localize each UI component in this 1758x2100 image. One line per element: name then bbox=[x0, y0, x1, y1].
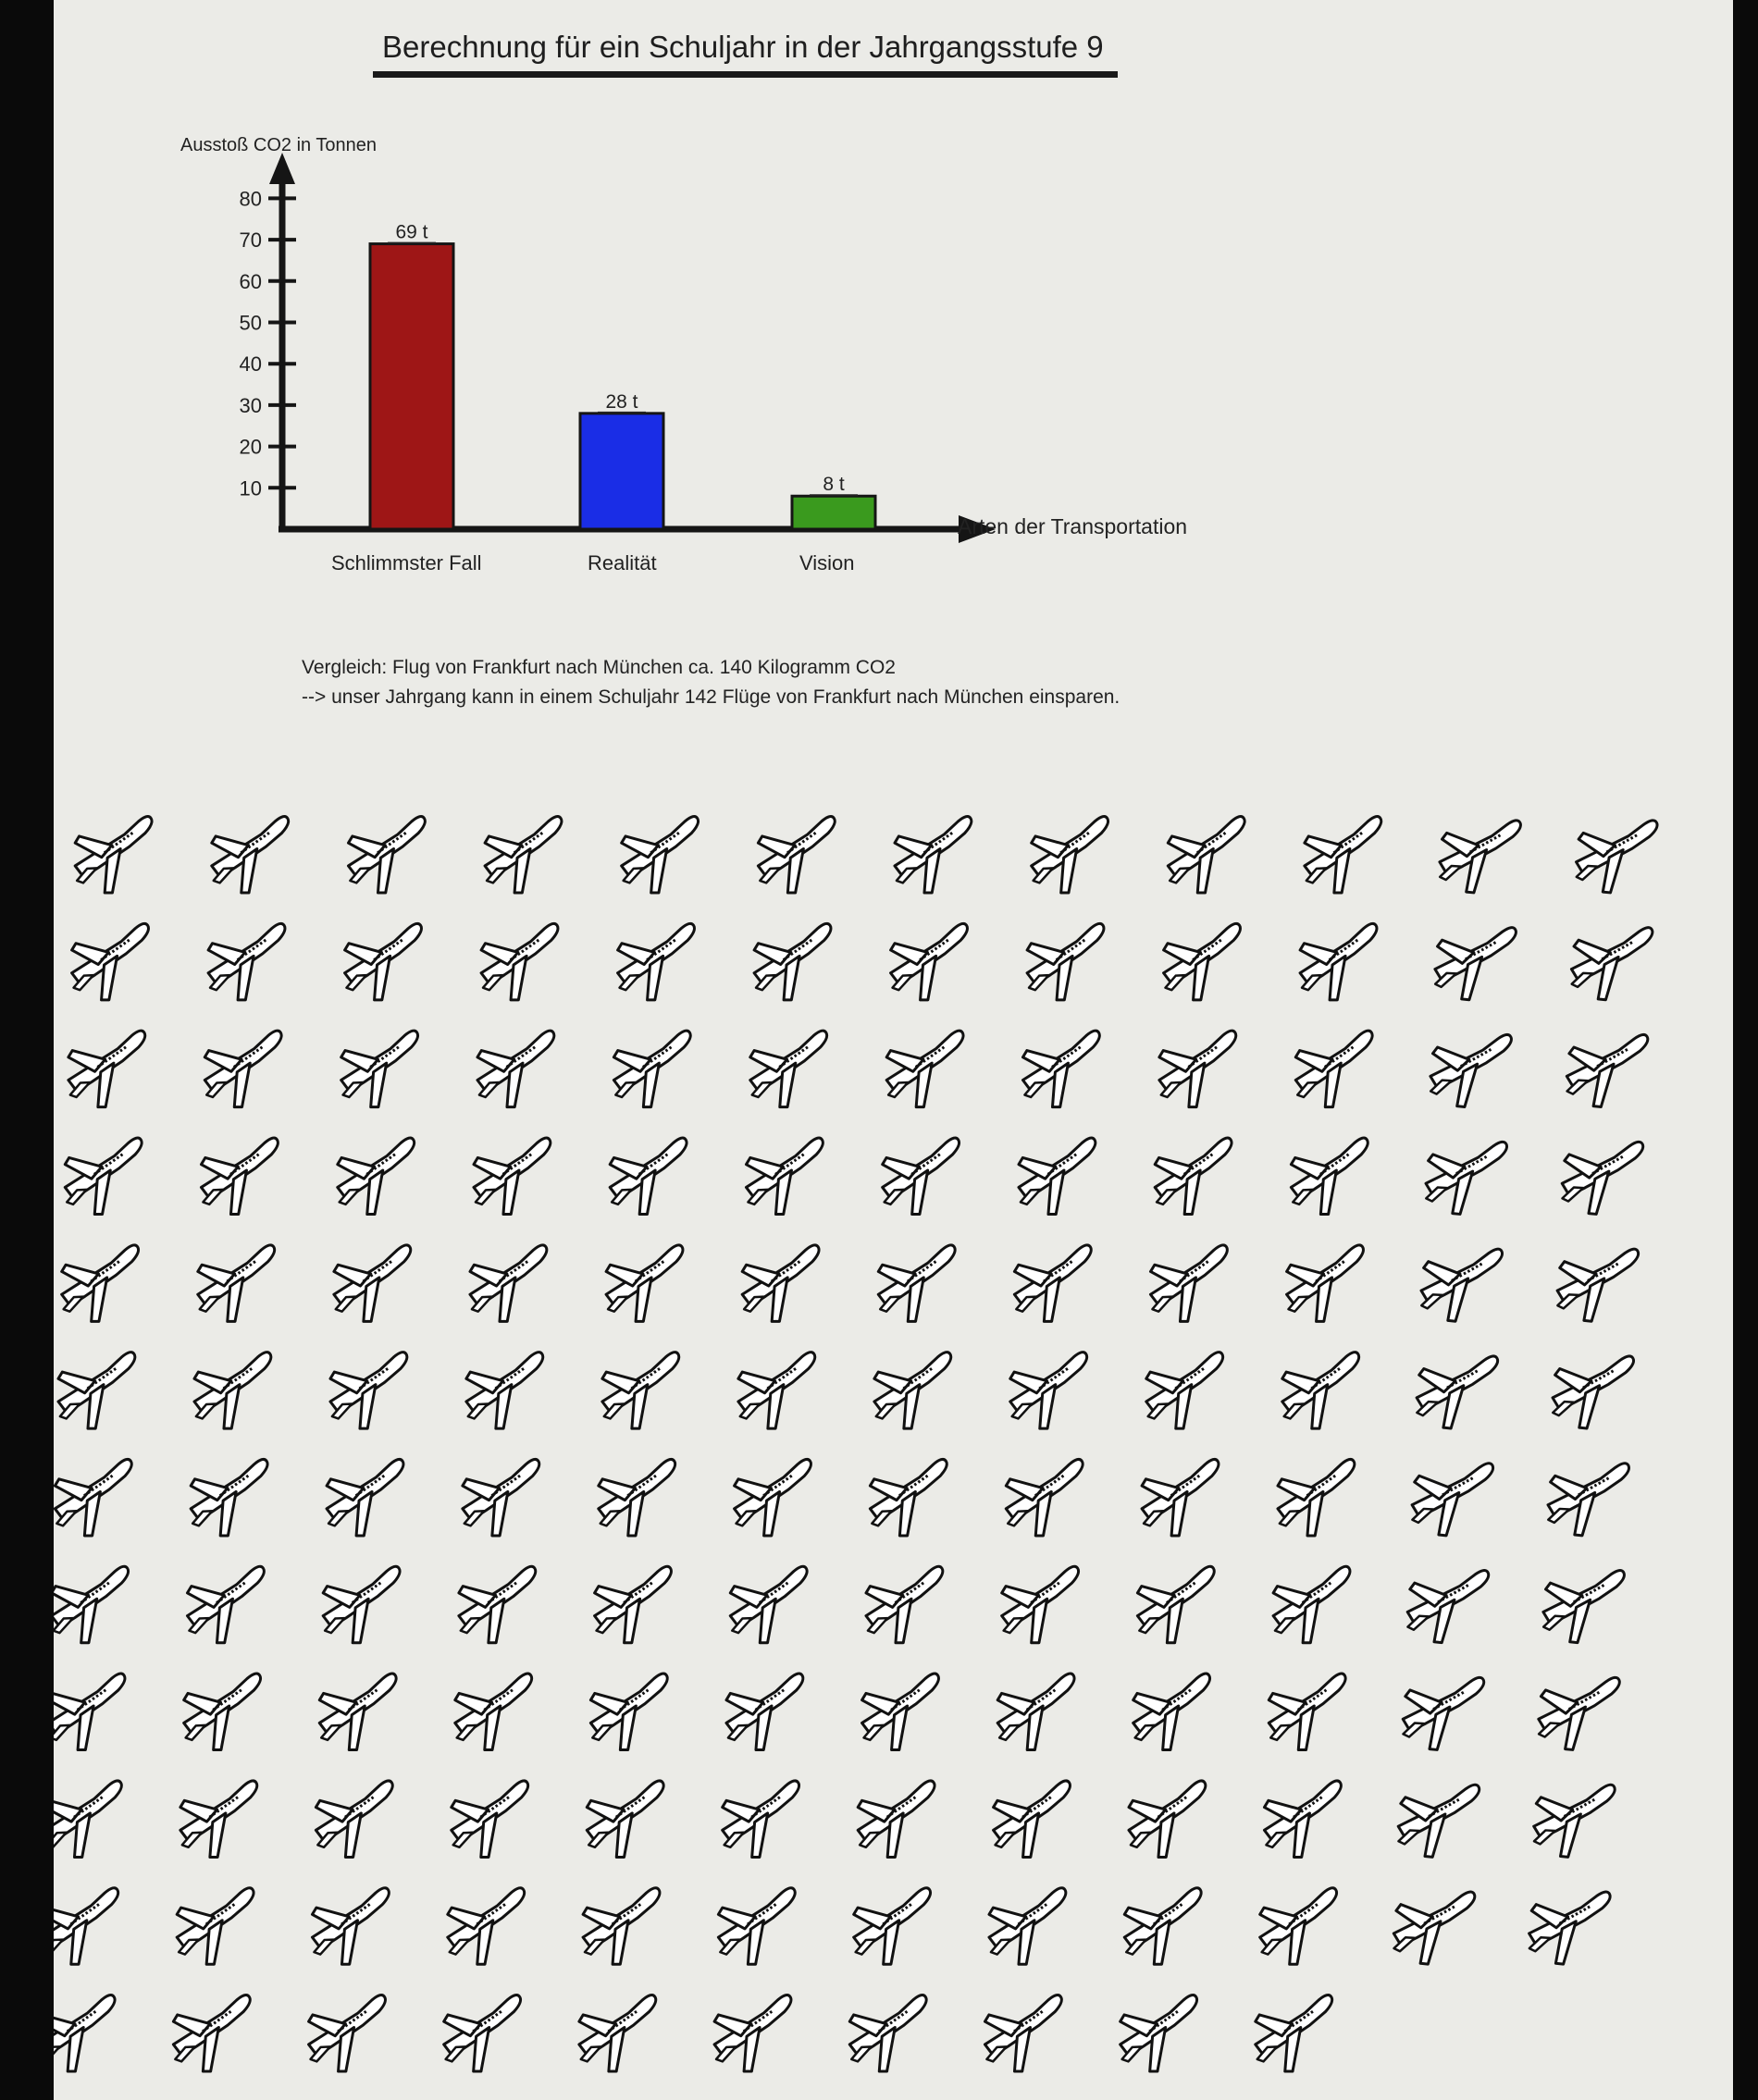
airplane-icon bbox=[185, 1352, 286, 1437]
airplane-icon bbox=[1014, 1030, 1115, 1115]
airplane-icon bbox=[171, 1780, 272, 1865]
airplane-pictogram bbox=[54, 0, 1733, 2100]
airplane-icon bbox=[54, 1244, 153, 1329]
airplane-icon bbox=[54, 1352, 150, 1437]
airplane-icon bbox=[446, 1673, 547, 1758]
airplane-icon bbox=[303, 1887, 404, 1972]
airplane-icon bbox=[325, 1244, 426, 1329]
airplane-icon bbox=[1393, 1785, 1488, 1861]
airplane-icon bbox=[976, 1995, 1077, 2080]
airplane-icon bbox=[1402, 1570, 1497, 1647]
airplane-icon bbox=[980, 1887, 1081, 1972]
airplane-icon bbox=[336, 922, 437, 1007]
airplane-icon bbox=[66, 816, 167, 901]
airplane-icon bbox=[1005, 1244, 1106, 1329]
airplane-icon bbox=[574, 1887, 675, 1972]
airplane-icon bbox=[310, 1673, 411, 1758]
airplane-icon bbox=[1022, 816, 1123, 901]
airplane-icon bbox=[195, 1030, 296, 1115]
airplane-icon bbox=[54, 1887, 133, 1972]
airplane-icon bbox=[1281, 1137, 1382, 1222]
airplane-icon bbox=[1155, 922, 1256, 1007]
y-axis-label: Ausstoß CO2 in Tonnen bbox=[180, 135, 377, 155]
airplane-icon bbox=[314, 1565, 415, 1650]
airplane-icon bbox=[1556, 1142, 1652, 1218]
airplane-icon bbox=[476, 816, 576, 901]
airplane-icon bbox=[853, 1673, 954, 1758]
airplane-icon bbox=[54, 1780, 136, 1865]
airplane-icon bbox=[997, 1458, 1097, 1543]
airplane-icon bbox=[1273, 1352, 1374, 1437]
airplane-icon bbox=[1566, 927, 1661, 1004]
x-category-label: Realität bbox=[588, 551, 657, 574]
airplane-icon bbox=[741, 1030, 842, 1115]
airplane-icon bbox=[733, 1244, 834, 1329]
airplane-icon bbox=[167, 1887, 268, 1972]
x-category-label: Schlimmster Fall bbox=[331, 551, 482, 574]
airplane-icon bbox=[199, 922, 300, 1007]
y-tick-label: 20 bbox=[239, 435, 262, 459]
airplane-icon bbox=[589, 1458, 690, 1543]
airplane-icon bbox=[461, 1244, 562, 1329]
airplane-icon bbox=[192, 1137, 293, 1222]
airplane-icon bbox=[300, 1995, 401, 2080]
airplane-icon bbox=[984, 1780, 1085, 1865]
airplane-icon bbox=[725, 1458, 826, 1543]
airplane-icon bbox=[1158, 816, 1259, 901]
airplane-icon bbox=[328, 1137, 429, 1222]
airplane-icon bbox=[439, 1887, 539, 1972]
airplane-icon bbox=[713, 1780, 814, 1865]
airplane-icon bbox=[993, 1565, 1094, 1650]
airplane-icon bbox=[729, 1352, 830, 1437]
airplane-icon bbox=[1278, 1244, 1379, 1329]
airplane-icon bbox=[179, 1565, 279, 1650]
airplane-icon bbox=[721, 1565, 822, 1650]
airplane-icon bbox=[857, 1565, 958, 1650]
airplane-icon bbox=[840, 1995, 941, 2080]
bar-data-label: 28 t bbox=[605, 390, 638, 413]
airplane-icon bbox=[189, 1244, 290, 1329]
airplane-icon bbox=[717, 1673, 818, 1758]
airplane-icon bbox=[1256, 1780, 1356, 1865]
airplane-icon bbox=[54, 1995, 130, 2080]
airplane-icon bbox=[1001, 1352, 1102, 1437]
airplane-icon bbox=[586, 1565, 687, 1650]
airplane-icon bbox=[321, 1352, 422, 1437]
airplane-icon bbox=[1018, 922, 1119, 1007]
airplane-icon bbox=[1133, 1458, 1233, 1543]
airplane-icon bbox=[877, 1030, 978, 1115]
airplane-icon bbox=[63, 922, 164, 1007]
airplane-icon bbox=[882, 922, 983, 1007]
airplane-icon bbox=[860, 1458, 961, 1543]
airplane-icon bbox=[1120, 1780, 1220, 1865]
airplane-icon bbox=[609, 922, 710, 1007]
airplane-icon bbox=[581, 1673, 682, 1758]
airplane-icon bbox=[749, 816, 849, 901]
airplane-icon bbox=[597, 1244, 698, 1329]
airplane-icon bbox=[604, 1030, 705, 1115]
airplane-icon bbox=[164, 1995, 265, 2080]
airplane-icon bbox=[1137, 1352, 1238, 1437]
airplane-icon bbox=[873, 1137, 974, 1222]
airplane-icon bbox=[1433, 820, 1529, 896]
y-tick-label: 30 bbox=[239, 393, 262, 417]
airplane-icon bbox=[472, 922, 573, 1007]
airplane-icon bbox=[1124, 1673, 1225, 1758]
airplane-icon bbox=[577, 1780, 678, 1865]
airplane-icon bbox=[885, 816, 986, 901]
airplane-icon bbox=[1145, 1137, 1246, 1222]
airplane-icon bbox=[1552, 1249, 1647, 1326]
airplane-icon bbox=[181, 1458, 282, 1543]
airplane-icon bbox=[1128, 1565, 1229, 1650]
comparison-text: Vergleich: Flug von Frankfurt nach München ca. 140 Kilogramm CO2 bbox=[302, 657, 896, 678]
airplane-icon bbox=[340, 816, 440, 901]
airplane-icon bbox=[1142, 1244, 1243, 1329]
y-tick-label: 80 bbox=[239, 187, 262, 211]
airplane-icon bbox=[1264, 1565, 1365, 1650]
y-tick-label: 60 bbox=[239, 269, 262, 293]
airplane-icon bbox=[1251, 1887, 1352, 1972]
airplane-icon bbox=[1541, 1463, 1637, 1539]
page-title: Berechnung für ein Schuljahr in der Jahrgangsstufe 9 bbox=[382, 30, 1104, 64]
airplane-icon bbox=[56, 1137, 156, 1222]
airplane-icon bbox=[1295, 816, 1396, 901]
y-tick-label: 40 bbox=[239, 352, 262, 377]
airplane-icon bbox=[705, 1995, 806, 2080]
airplane-icon bbox=[1419, 1142, 1515, 1218]
airplane-icon bbox=[1415, 1249, 1510, 1326]
airplane-icon bbox=[1111, 1995, 1212, 2080]
airplane-icon bbox=[613, 816, 713, 901]
bar-data-label: 69 t bbox=[395, 221, 428, 243]
airplane-icon bbox=[464, 1137, 565, 1222]
airplane-icon bbox=[435, 1995, 536, 2080]
airplane-icon bbox=[203, 816, 303, 901]
airplane-icon bbox=[450, 1565, 551, 1650]
savings-text: --> unser Jahrgang kann in einem Schuljahr 142 Flüge von Frankfurt nach München einsparen. bbox=[302, 686, 1120, 708]
airplane-icon bbox=[1406, 1463, 1502, 1539]
airplane-icon bbox=[317, 1458, 418, 1543]
airplane-icon bbox=[54, 1458, 146, 1543]
airplane-icon bbox=[1546, 1355, 1641, 1432]
airplane-icon bbox=[865, 1352, 966, 1437]
airplane-icon bbox=[1561, 1034, 1656, 1111]
airplane-icon bbox=[1291, 922, 1392, 1007]
airplane-icon bbox=[1397, 1677, 1492, 1754]
airplane-icon bbox=[988, 1673, 1089, 1758]
airplane-icon bbox=[745, 922, 846, 1007]
airplane-icon bbox=[453, 1458, 554, 1543]
airplane-icon bbox=[1009, 1137, 1110, 1222]
airplane-icon bbox=[570, 1995, 671, 2080]
airplane-icon bbox=[1259, 1673, 1360, 1758]
airplane-icon bbox=[1537, 1570, 1632, 1647]
airplane-icon bbox=[1532, 1677, 1628, 1754]
airplane-icon bbox=[59, 1030, 160, 1115]
airplane-icon bbox=[1424, 1034, 1519, 1111]
x-category-label: Vision bbox=[799, 551, 855, 574]
y-tick-label: 50 bbox=[239, 311, 262, 335]
airplane-icon bbox=[54, 1565, 142, 1650]
x-axis-label: Arten der Transportation bbox=[958, 514, 1188, 538]
airplane-icon bbox=[1246, 1995, 1347, 2080]
y-tick-label: 70 bbox=[239, 229, 262, 253]
airplane-icon bbox=[593, 1352, 694, 1437]
airplane-icon bbox=[54, 1673, 140, 1758]
airplane-icon bbox=[442, 1780, 543, 1865]
airplane-icon bbox=[600, 1137, 701, 1222]
y-tick-label: 10 bbox=[239, 476, 262, 500]
airplane-icon bbox=[1528, 1785, 1623, 1861]
airplane-icon bbox=[1411, 1355, 1506, 1432]
airplane-icon bbox=[332, 1030, 433, 1115]
airplane-icon bbox=[848, 1780, 949, 1865]
airplane-icon bbox=[737, 1137, 838, 1222]
airplane-icon bbox=[1115, 1887, 1216, 1972]
airplane-icon bbox=[845, 1887, 946, 1972]
airplane-icon bbox=[709, 1887, 810, 1972]
airplane-icon bbox=[468, 1030, 569, 1115]
airplane-icon bbox=[1286, 1030, 1387, 1115]
airplane-icon bbox=[306, 1780, 407, 1865]
bar-data-label: 8 t bbox=[823, 474, 845, 496]
airplane-icon bbox=[1269, 1458, 1369, 1543]
worksheet-page bbox=[54, 0, 1733, 2100]
airplane-icon bbox=[1150, 1030, 1251, 1115]
airplane-icon bbox=[457, 1352, 558, 1437]
airplane-icon bbox=[1429, 927, 1524, 1004]
airplane-icon bbox=[1388, 1891, 1483, 1968]
airplane-icon bbox=[1570, 820, 1665, 896]
airplane-icon bbox=[869, 1244, 970, 1329]
airplane-icon bbox=[175, 1673, 276, 1758]
airplane-icon bbox=[1523, 1891, 1618, 1968]
